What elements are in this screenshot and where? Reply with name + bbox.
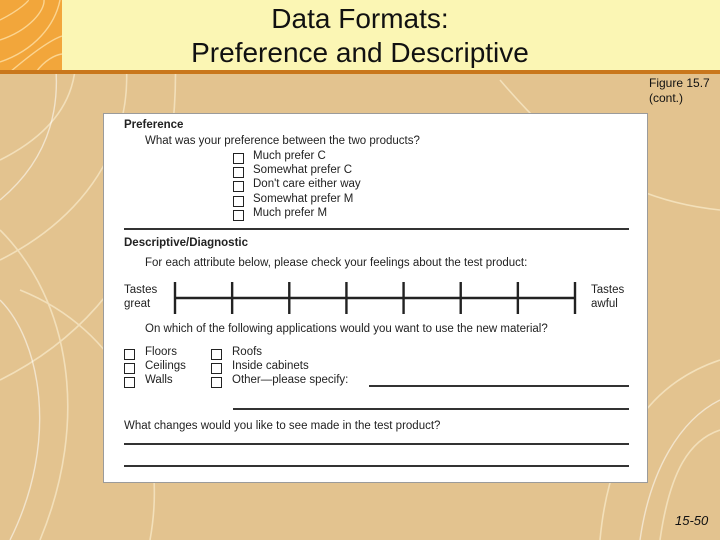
scale-right-anchor (591, 283, 624, 311)
slide-title-line-2: Preference and Descriptive (191, 37, 529, 68)
preference-option-checkbox[interactable] (233, 167, 244, 178)
scale-right-anchor-line-1: Tastes (591, 284, 625, 296)
preference-section-title: Preference (124, 119, 184, 131)
application-label: Walls (145, 374, 173, 386)
preference-option-label: Somewhat prefer C (253, 164, 353, 176)
preference-option-label: Somewhat prefer M (253, 193, 354, 205)
preference-option-checkbox[interactable] (233, 181, 244, 192)
scale-left-anchor (124, 283, 157, 311)
figure-caption (649, 76, 710, 106)
changes-answer-line-1[interactable] (124, 443, 629, 445)
scale-left-anchor-line-2: great (124, 298, 151, 310)
header-swirl-art (0, 0, 62, 72)
other-specify-line-2[interactable] (233, 408, 629, 410)
slide-title (150, 2, 570, 70)
application-checkbox[interactable] (211, 349, 222, 360)
scale-left-anchor-line-1: Tastes (124, 284, 158, 296)
application-label: Ceilings (145, 360, 186, 372)
header-divider (0, 70, 720, 74)
figure-caption-line-1: Figure 15.7 (649, 76, 710, 90)
application-checkbox[interactable] (211, 363, 222, 374)
application-checkbox[interactable] (124, 349, 135, 360)
application-label: Other—please specify: (232, 374, 349, 386)
preference-option-label: Much prefer C (253, 150, 326, 162)
applications-question: On which of the following applications would you want to use the new material? (145, 323, 548, 335)
changes-question: What changes would you like to see made in the test product? (124, 420, 441, 432)
header-accent-block (0, 0, 62, 72)
other-specify-line[interactable] (369, 385, 629, 387)
preference-option-checkbox[interactable] (233, 153, 244, 164)
preference-option-checkbox[interactable] (233, 210, 244, 221)
application-checkbox[interactable] (124, 363, 135, 374)
questionnaire-panel (103, 113, 648, 483)
changes-answer-line-2[interactable] (124, 465, 629, 467)
preference-option-label: Don't care either way (253, 178, 361, 190)
application-checkbox[interactable] (211, 377, 222, 388)
rating-scale[interactable] (169, 281, 581, 315)
descriptive-instruction: For each attribute below, please check your feelings about the test product: (145, 257, 528, 269)
application-label: Inside cabinets (232, 360, 309, 372)
preference-option-checkbox[interactable] (233, 196, 244, 207)
page-number: 15-50 (675, 513, 709, 528)
application-label: Floors (145, 346, 177, 358)
preference-option-label: Much prefer M (253, 207, 328, 219)
preference-question: What was your preference between the two products? (145, 135, 420, 147)
scale-right-anchor-line-2: awful (591, 298, 618, 310)
slide-title-line-1: Data Formats: (271, 3, 449, 34)
descriptive-section-title: Descriptive/Diagnostic (124, 237, 248, 249)
figure-caption-line-2: (cont.) (649, 91, 684, 105)
application-checkbox[interactable] (124, 377, 135, 388)
section-divider (124, 228, 629, 230)
application-label: Roofs (232, 346, 263, 358)
